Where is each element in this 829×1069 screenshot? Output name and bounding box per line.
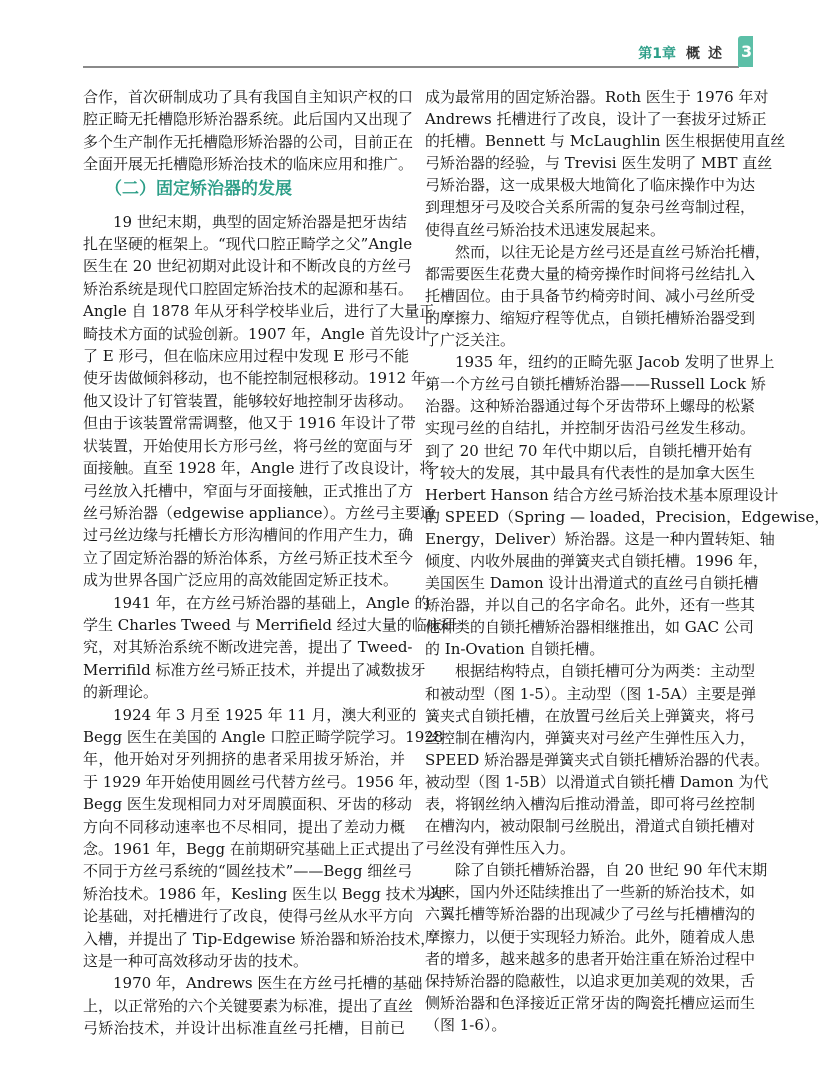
text-line: 弓矫治器，这一成果极大地简化了临床操作中为达 <box>425 176 756 195</box>
header-divider <box>83 66 739 68</box>
paragraph <box>425 241 771 351</box>
text-line: 美国医生 Damon 设计出滑道式的直丝弓自锁托槽 <box>425 574 759 593</box>
text-line: 使得直丝弓矫治技术迅速发展起来。 <box>425 220 666 239</box>
text-line: 的摩擦力、缩短疗程等优点，自锁托槽矫治器受到 <box>425 308 756 327</box>
text-line: 入槽，并提出了 Tip-Edgewise 矫治器和矫治技术， <box>83 929 436 948</box>
paragraph <box>83 86 414 176</box>
text-line: 弓丝没有弹性压入力。 <box>425 839 576 858</box>
text-line: 矫治技术。1986 年，Kesling 医生以 Begg 技术为理 <box>83 884 446 903</box>
text-line: 方向不同移动速率也不尽相同，提出了差动力概 <box>83 817 405 836</box>
text-line: 矫治器，并以自己的名字命名。此外，还有一些其 <box>425 596 756 615</box>
text-line: （图 1-6）。 <box>425 1015 507 1034</box>
chapter-number: 第1章 <box>638 46 676 62</box>
text-line: 第一个方丝弓自锁托槽矫治器——Russell Lock 矫 <box>425 375 766 394</box>
text-line: Angle 自 1878 年从牙科学校毕业后，进行了大量正 <box>83 302 435 321</box>
text-line: 矫治系统是现代口腔固定矫治技术的起源和基石。 <box>83 279 414 298</box>
text-line: 都需要医生花费大量的椅旁操作时间将弓丝结扎入 <box>425 264 756 283</box>
text-line: 侧矫治器和色泽接近正常牙齿的陶瓷托槽应运而生 <box>425 993 756 1012</box>
text-line: 除了自锁托槽矫治器，自 20 世纪 90 年代末期 <box>455 861 768 880</box>
text-line: 这是一种可高效移动牙齿的技术。 <box>83 952 309 971</box>
paragraph <box>83 592 457 704</box>
section-heading: （二）固定矫治器的发展 <box>105 178 292 199</box>
text-line: 过弓丝边缘与托槽长方形沟槽间的作用产生力，确 <box>83 526 414 545</box>
text-line: 丝控制在槽沟内，弹簧夹对弓丝产生弹性压入力， <box>425 728 756 747</box>
text-line: 倾度、内收外展曲的弹簧夹式自锁托槽。1996 年， <box>425 551 768 570</box>
text-line: 1941 年，在方丝弓矫治器的基础上，Angle 的 <box>113 593 430 612</box>
text-line: 他又设计了钉管装置，能够较好地控制牙齿移动。 <box>83 391 414 410</box>
text-line: 扎在坚硬的框架上。“现代口腔正畸学之父”Angle <box>83 235 413 254</box>
text-line: 面接触。直至 1928 年，Angle 进行了改良设计，将 <box>83 459 435 478</box>
text-line: 立了固定矫治器的矫治体系，方丝弓矫正技术至今 <box>83 548 414 567</box>
text-line: 念。1961 年，Begg 在前期研究基础上正式提出了 <box>83 840 425 858</box>
text-line: Begg 医生发现相同力对牙周膜面积、牙齿的移动 <box>83 795 412 814</box>
text-line: 治器。这种矫治器通过每个牙齿带环上螺母的松紧 <box>425 397 756 416</box>
text-line: 托槽固位。由于具备节约椅旁时间、减小弓丝所受 <box>425 286 756 305</box>
text-line: 到了 20 世纪 70 年代中期以后，自锁托槽开始有 <box>425 441 753 460</box>
page-number-tab <box>738 36 753 67</box>
text-line: 的 In-Ovation 自锁托槽。 <box>425 640 605 659</box>
left-column <box>83 86 457 1040</box>
text-line: 腔正畸无托槽隐形矫治器系统。此后国内又出现了 <box>83 110 414 129</box>
text-line: 1924 年 3 月至 1925 年 11 月，澳大利亚的 <box>113 705 417 724</box>
text-line: 上，以正常殆的六个关键要素为标准，提出了直丝 <box>83 996 414 1015</box>
paragraph <box>425 86 786 241</box>
right-column <box>425 86 829 1036</box>
text-line: 摩擦力，以便于实现轻力矫治。此外，随着成人患 <box>425 927 756 946</box>
text-line: 但由于该装置常需调整，他又于 1916 年设计了带 <box>83 414 416 433</box>
text-line: Energy，Deliver）矫治器。这是一种内置转矩、轴 <box>425 529 775 548</box>
text-line: 19 世纪末期，典型的固定矫治器是把牙齿结 <box>113 212 407 231</box>
text-line: 畸技术方面的试验创新。1907 年，Angle 首先设计 <box>83 324 430 343</box>
text-line: 了较大的发展，其中最具有代表性的是加拿大医生 <box>425 463 756 482</box>
text-line: 成为最常用的固定矫治器。Roth 医生于 1976 年对 <box>425 88 769 106</box>
text-line: 在槽沟内，被动限制弓丝脱出，滑道式自锁托槽对 <box>425 817 756 836</box>
paragraph <box>83 704 446 973</box>
text-line: Herbert Hanson 结合方丝弓矫治技术基本原理设计 <box>425 485 779 504</box>
text-line: 究，对其矫治系统不断改进完善，提出了 Tweed- <box>83 638 413 657</box>
text-line: 实现弓丝的自结扎，并控制牙齿沿弓丝发生移动。 <box>425 419 756 438</box>
text-line: 然而，以往无论是方丝弓还是直丝弓矫治托槽， <box>455 242 771 261</box>
text-line: 1935 年，纽约的正畸先驱 Jacob 发明了世界上 <box>455 353 775 372</box>
running-header <box>600 43 730 63</box>
text-line: 于 1929 年开始使用圆丝弓代替方丝弓。1956 年， <box>83 772 429 791</box>
text-line: 论基础，对托槽进行了改良，使得弓丝从水平方向 <box>83 907 414 926</box>
text-line: 他种类的自锁托槽矫治器相继推出，如 GAC 公司 <box>425 618 754 637</box>
text-line: 弓矫治器的经验，与 Trevisi 医生发明了 MBT 直丝 <box>425 154 773 173</box>
text-line: 了广泛关注。 <box>425 331 516 350</box>
paragraph <box>425 351 829 660</box>
text-line: 簧夹式自锁托槽，在放置弓丝后关上弹簧夹，将弓 <box>425 706 756 725</box>
text-line: 和被动型（图 1-5）。主动型（图 1-5A）主要是弹 <box>425 684 757 703</box>
text-line: 医生在 20 世纪初期对此设计和不断改良的方丝弓 <box>83 257 412 276</box>
text-line: 丝弓矫治器（edgewise appliance）。方丝弓主要通 <box>83 503 436 522</box>
text-line: 使牙齿做倾斜移动，也不能控制冠根移动。1912 年， <box>83 369 441 388</box>
text-line: 全面开展无托槽隐形矫治技术的临床应用和推广。 <box>83 155 414 174</box>
text-line: 者的增多，越来越多的患者开始注重在矫治过程中 <box>425 949 756 968</box>
chapter-name: 概述 <box>686 46 730 62</box>
text-line: 年，他开始对牙列拥挤的患者采用拔牙矫治，并 <box>83 750 405 769</box>
paragraph <box>83 972 423 1039</box>
paragraph <box>425 859 768 1036</box>
text-line: 了 E 形弓，但在临床应用过程中发现 E 形弓不能 <box>83 347 409 366</box>
text-line: 1970 年，Andrews 医生在方丝弓托槽的基础 <box>113 974 423 993</box>
text-line: 的新理论。 <box>83 683 159 702</box>
text-line: 的 SPEED（Spring — loaded，Precision，Edgewise， <box>425 507 829 526</box>
text-line: 根据结构特点，自锁托槽可分为两类：主动型 <box>455 662 756 681</box>
paragraph <box>425 660 770 859</box>
text-line: 多个生产制作无托槽隐形矫治器的公司，目前正在 <box>83 132 414 151</box>
text-line: 以来，国内外还陆续推出了一些新的矫治技术，如 <box>425 883 756 902</box>
text-line: 弓丝放入托槽中，窄面与牙面接触，正式推出了方 <box>83 481 414 500</box>
paragraph <box>83 211 441 592</box>
text-line: 弓矫治技术，并设计出标准直丝弓托槽，目前已 <box>83 1019 405 1038</box>
text-line: Merrifild 标准方丝弓矫正技术，并提出了减数拔牙 <box>83 660 426 679</box>
text-line: 不同于方丝弓系统的“圆丝技术”——Begg 细丝弓 <box>83 862 413 881</box>
page-number: 3 <box>741 42 753 61</box>
text-line: 状装置，开始使用长方形弓丝，将弓丝的宽面与牙 <box>83 436 414 455</box>
text-line: Begg 医生在美国的 Angle 口腔正畸学院学习。1928 <box>83 727 444 746</box>
text-line: 成为世界各国广泛应用的高效能固定矫正技术。 <box>83 571 399 590</box>
text-line: 合作，首次研制成功了具有我国自主知识产权的口 <box>83 88 414 106</box>
text-line: SPEED 矫治器是弹簧夹式自锁托槽矫治器的代表。 <box>425 750 770 769</box>
text-line: Andrews 托槽进行了改良，设计了一套拔牙过矫正 <box>425 110 767 129</box>
text-line: 的托槽。Bennett 与 McLaughlin 医生根据使用直丝 <box>425 132 786 151</box>
text-line: 到理想牙弓及咬合关系所需的复杂弓丝弯制过程， <box>425 198 756 217</box>
text-line: 表，将钢丝纳入槽沟后推动滑盖，即可将弓丝控制 <box>425 795 756 813</box>
text-line: 六翼托槽等矫治器的出现减少了弓丝与托槽槽沟的 <box>425 905 756 924</box>
text-line: 学生 Charles Tweed 与 Merrifield 经过大量的临床研 <box>83 615 457 634</box>
text-line: 保持矫治器的隐蔽性，以追求更加美观的效果，舌 <box>425 971 756 990</box>
text-line: 被动型（图 1-5B）以滑道式自锁托槽 Damon 为代 <box>425 772 769 791</box>
